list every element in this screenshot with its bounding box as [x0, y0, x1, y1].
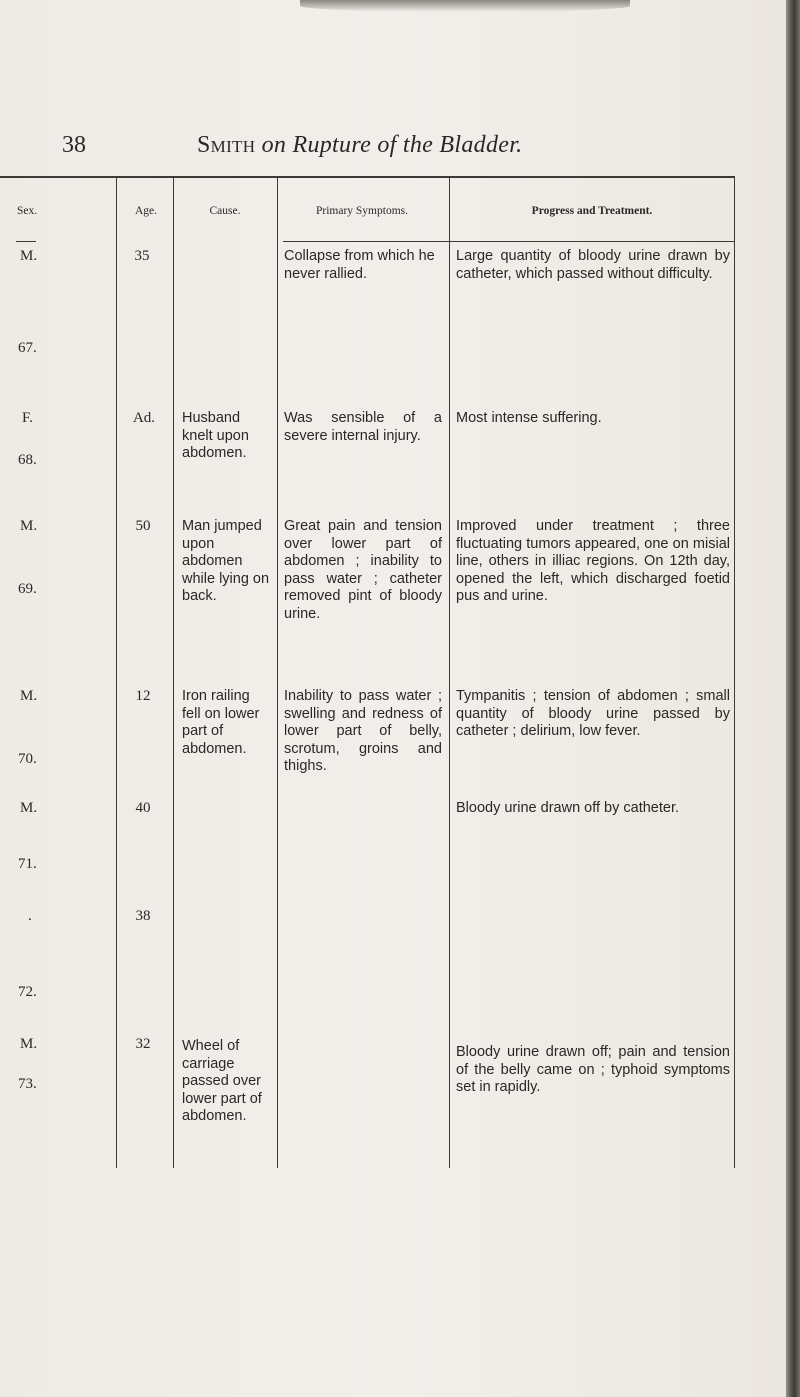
row-70-sex: M. [20, 688, 38, 704]
row-69-case: 69. [18, 581, 37, 597]
col-divider-3 [277, 176, 278, 1168]
row-70-symptoms: Inability to pass water ; swelling and redness of lower part of belly, scrotum, groins and thighs. [284, 688, 442, 774]
running-title-rest: on Rupture of the Bladder. [255, 132, 523, 158]
case-table [0, 176, 800, 1176]
header-symptoms: Primary Symptoms. [315, 205, 408, 217]
header-progress: Progress and Treatment. [531, 205, 653, 217]
row-71-sex: M. [20, 800, 38, 816]
row-72-case: 72. [18, 984, 37, 1000]
col-divider-2 [173, 176, 174, 1168]
row-69-symptoms: Great pain and tension over lower part of abdomen ; inability to pass water ; catheter removed pint of bloody urine. [284, 518, 442, 622]
table-top-rule [0, 176, 735, 178]
header-rule-main [283, 241, 735, 242]
row-73-cause: Wheel of carriage passed over lower part of abdomen. [182, 1038, 262, 1124]
row-73-age: 32 [135, 1036, 151, 1052]
col-divider-1 [116, 176, 117, 1168]
col-divider-4 [449, 176, 450, 1168]
row-69-sex: M. [20, 518, 38, 534]
row-73-progress: Bloody urine drawn off; pain and tension of the belly came on ; typhoid symptoms set in rapidly. [456, 1044, 730, 1095]
running-title [197, 132, 522, 159]
row-70-case: 70. [18, 751, 37, 767]
header-cause: Cause. [209, 205, 241, 217]
running-title-author: Smith [197, 132, 256, 158]
row-69-age: 50 [135, 518, 151, 534]
row-68-sex: F. [22, 410, 33, 426]
row-70-cause: Iron railing fell on lower part of abdomen. [182, 688, 260, 757]
row-72-sex: . [28, 908, 32, 924]
row-68-symptoms: Was sensible of a severe internal injury. [284, 410, 442, 444]
row-67-symptoms: Collapse from which he never rallied. [284, 248, 435, 282]
row-69-progress: Improved under treatment ; three fluctuating tumors appeared, one on misial line, others in illiac regions. On 12th day, opened the left, which discharged foetid pus and urine. [456, 518, 730, 604]
row-71-progress: Bloody urine drawn off by catheter. [456, 800, 680, 816]
row-71-case: 71. [18, 856, 37, 872]
col-divider-5 [734, 176, 735, 1168]
row-68-case: 68. [18, 452, 37, 468]
row-67-case: 67. [18, 340, 37, 356]
row-71-age: 40 [135, 800, 151, 816]
row-67-sex: M. [20, 248, 38, 264]
row-69-cause: Man jumped upon abdomen while lying on back. [182, 518, 270, 604]
row-68-progress: Most intense suffering. [456, 410, 602, 426]
row-72-age: 38 [135, 908, 151, 924]
running-head [0, 132, 800, 168]
row-68-age: Ad. [132, 410, 156, 426]
page-number: 38 [62, 132, 86, 158]
row-67-age: 35 [134, 248, 150, 264]
row-67-progress: Large quantity of bloody urine drawn by catheter, which passed without difficulty. [456, 248, 730, 282]
binding-shadow [300, 0, 630, 12]
row-73-case: 73. [18, 1076, 37, 1092]
row-73-sex: M. [20, 1036, 38, 1052]
header-rule-sex [16, 241, 36, 242]
header-sex: Sex. [16, 205, 38, 217]
row-70-progress: Tympanitis ; tension of abdomen ; small quantity of bloody urine passed by catheter ; delirium, low fever. [456, 688, 730, 739]
row-70-age: 12 [135, 688, 151, 704]
row-68-cause: Husband knelt upon abdomen. [182, 410, 249, 461]
header-age: Age. [134, 205, 158, 217]
